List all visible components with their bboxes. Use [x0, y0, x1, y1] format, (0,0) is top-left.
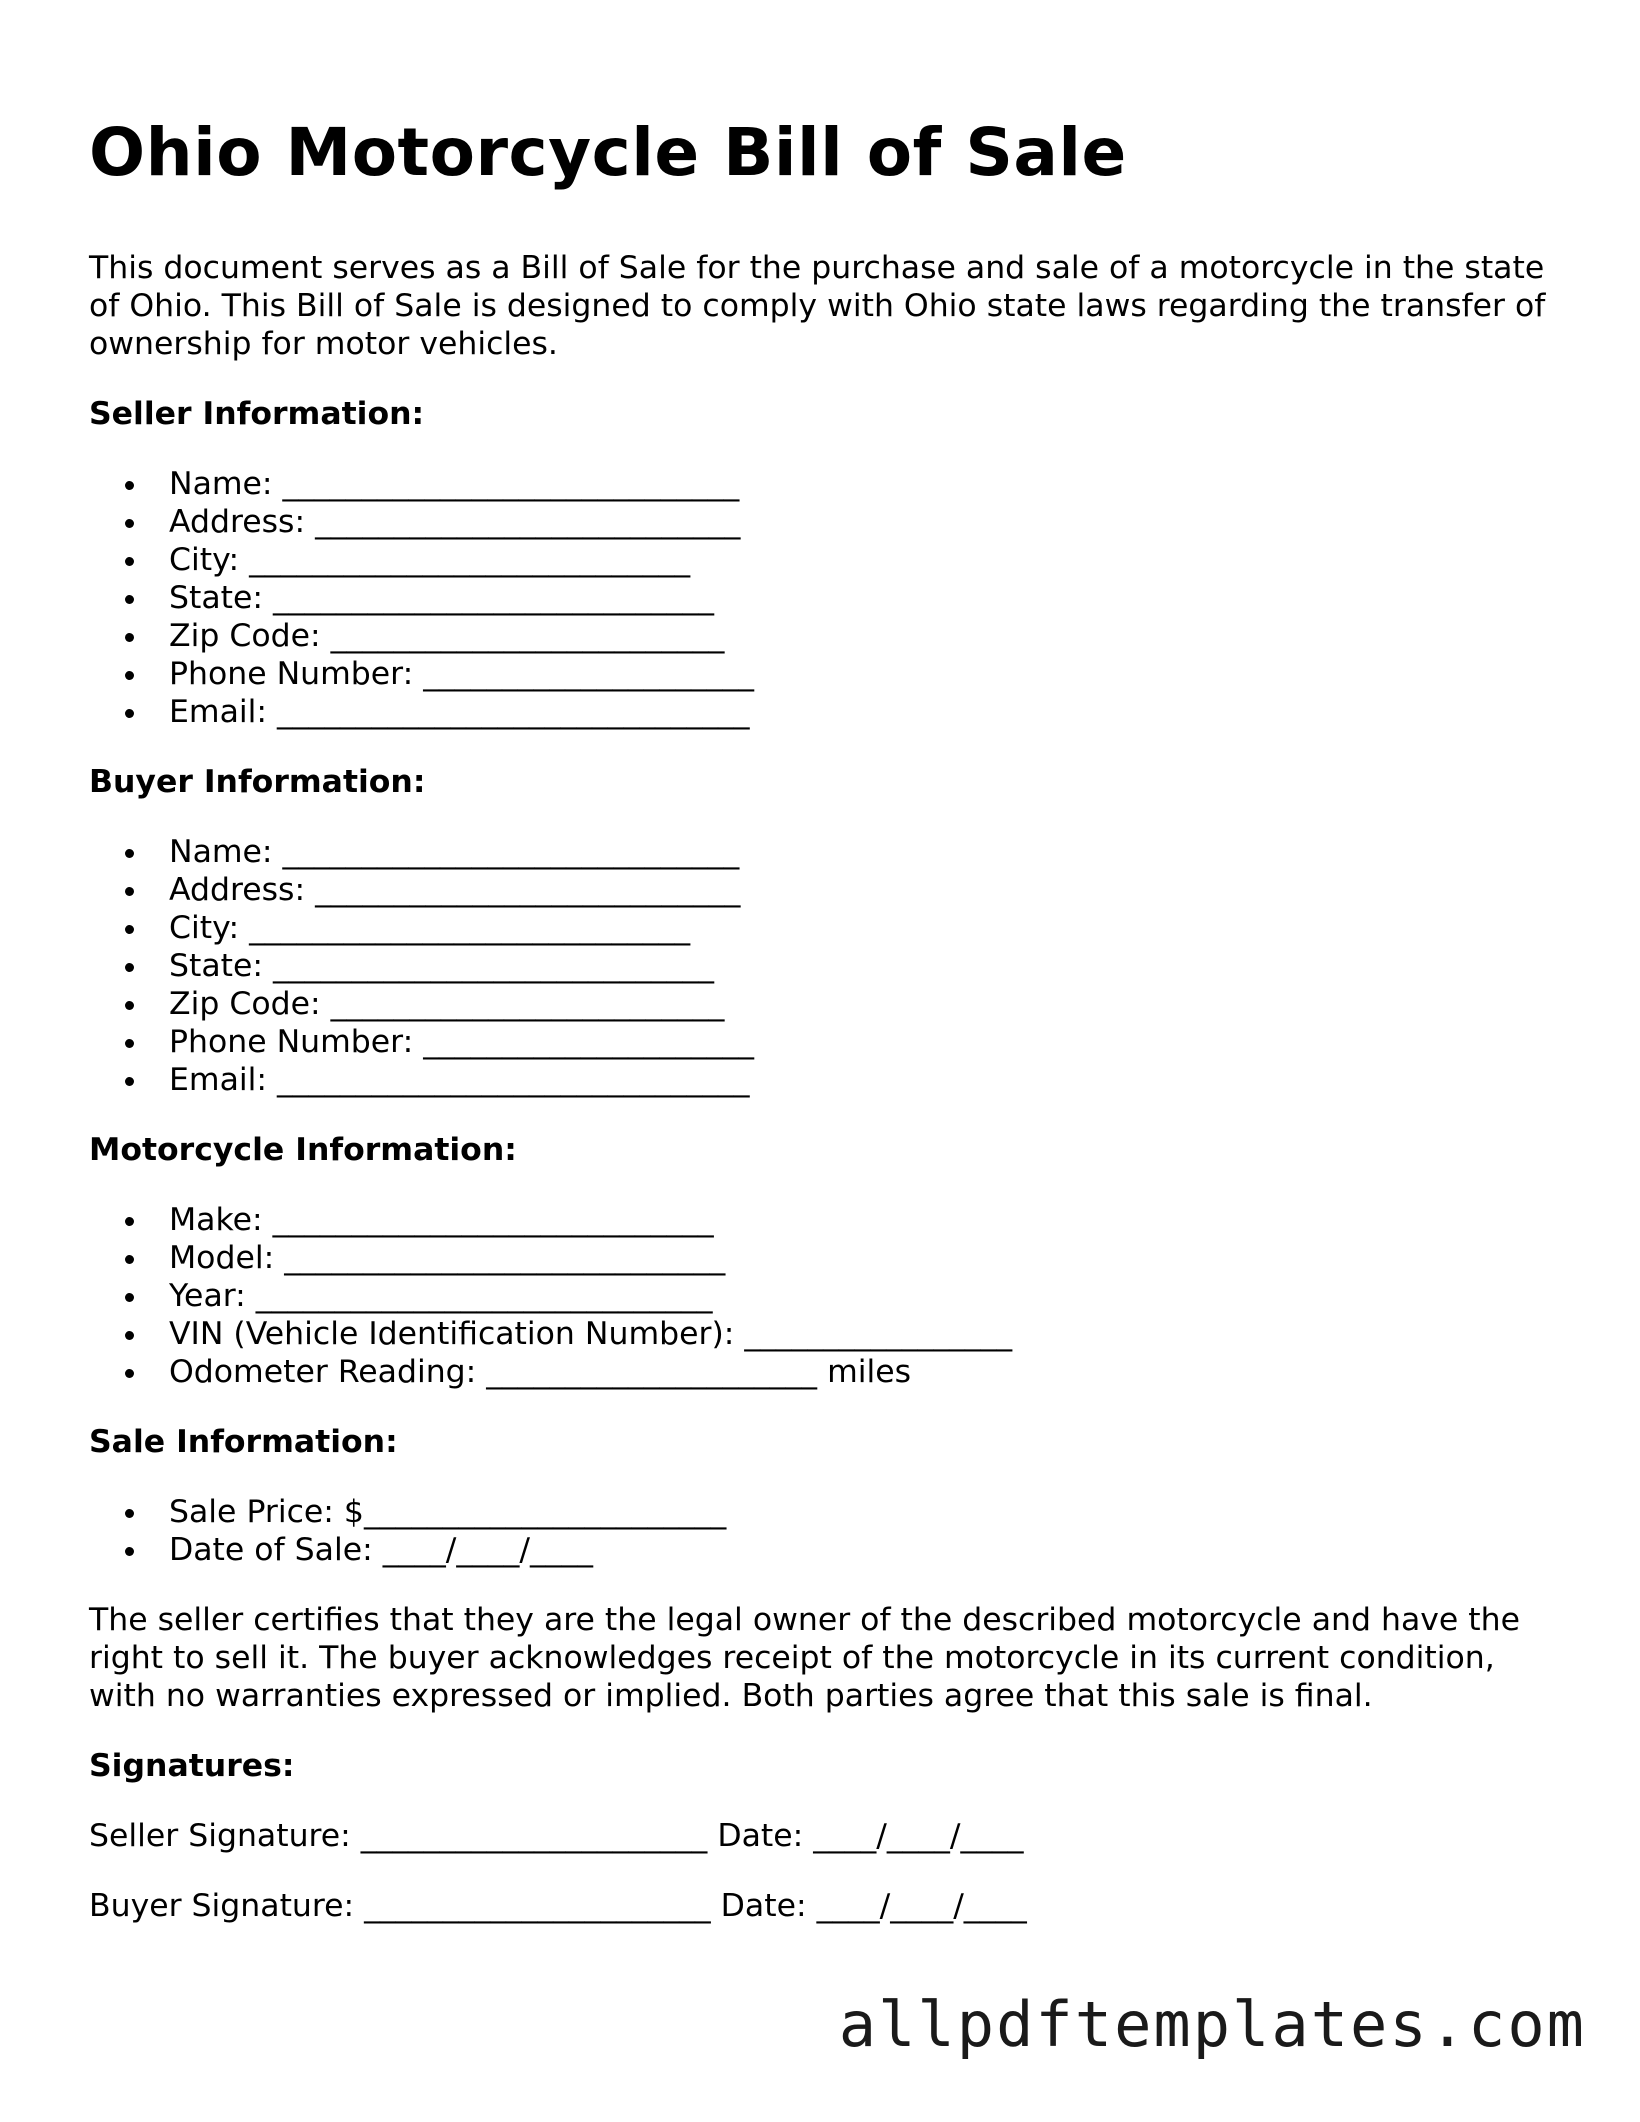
- certification-paragraph: The seller certifies that they are the legal owner of the described motorcycle and have the right to sell it. The buyer acknowledges receipt of the motorcycle in its current condition, with no warranties expressed or implied. Both parties agree that this sale is final.: [89, 1602, 1520, 1714]
- seller-address-field[interactable]: Address: ___________________________: [169, 503, 1569, 541]
- buyer-heading: Buyer Information:: [89, 764, 426, 800]
- motorcycle-heading: Motorcycle Information:: [89, 1132, 517, 1168]
- watermark-text: allpdftemplates.com: [838, 1988, 1586, 2061]
- seller-signature-line[interactable]: Seller Signature: ______________________ Date: ____/____/____: [89, 1818, 1024, 1854]
- buyer-email-field[interactable]: Email: ______________________________: [169, 1061, 1569, 1099]
- intro-paragraph: This document serves as a Bill of Sale for the purchase and sale of a motorcycle in the state of Ohio. This Bill of Sale is designed to comply with Ohio state laws regarding the transfer of ownership for motor vehicles.: [89, 250, 1546, 362]
- document-page: [89, 108, 1569, 1925]
- motorcycle-make-field[interactable]: Make: ____________________________: [169, 1201, 1569, 1239]
- buyer-signature-line[interactable]: Buyer Signature: ______________________ Date: ____/____/____: [89, 1888, 1027, 1924]
- buyer-city-field[interactable]: City: ____________________________: [169, 909, 1569, 947]
- buyer-address-field[interactable]: Address: ___________________________: [169, 871, 1569, 909]
- seller-heading: Seller Information:: [89, 396, 425, 432]
- sale-date-field[interactable]: Date of Sale: ____/____/____: [169, 1531, 1569, 1569]
- motorcycle-field-list: [89, 1201, 1569, 1391]
- buyer-state-field[interactable]: State: ____________________________: [169, 947, 1569, 985]
- motorcycle-odometer-field[interactable]: Odometer Reading: _____________________ miles: [169, 1353, 1569, 1391]
- motorcycle-year-field[interactable]: Year: _____________________________: [169, 1277, 1569, 1315]
- buyer-phone-field[interactable]: Phone Number: _____________________: [169, 1023, 1569, 1061]
- document-title: Ohio Motorcycle Bill of Sale: [89, 114, 1127, 191]
- seller-zip-field[interactable]: Zip Code: _________________________: [169, 617, 1569, 655]
- seller-city-field[interactable]: City: ____________________________: [169, 541, 1569, 579]
- seller-name-field[interactable]: Name: _____________________________: [169, 465, 1569, 503]
- buyer-field-list: [89, 833, 1569, 1099]
- sale-heading: Sale Information:: [89, 1424, 398, 1460]
- sale-field-list: [89, 1493, 1569, 1569]
- buyer-name-field[interactable]: Name: _____________________________: [169, 833, 1569, 871]
- seller-field-list: [89, 465, 1569, 731]
- seller-email-field[interactable]: Email: ______________________________: [169, 693, 1569, 731]
- seller-state-field[interactable]: State: ____________________________: [169, 579, 1569, 617]
- motorcycle-vin-field[interactable]: VIN (Vehicle Identification Number): _________________: [169, 1315, 1569, 1353]
- seller-phone-field[interactable]: Phone Number: _____________________: [169, 655, 1569, 693]
- sale-price-field[interactable]: Sale Price: $_______________________: [169, 1493, 1569, 1531]
- buyer-zip-field[interactable]: Zip Code: _________________________: [169, 985, 1569, 1023]
- signatures-heading: Signatures:: [89, 1748, 295, 1784]
- motorcycle-model-field[interactable]: Model: ____________________________: [169, 1239, 1569, 1277]
